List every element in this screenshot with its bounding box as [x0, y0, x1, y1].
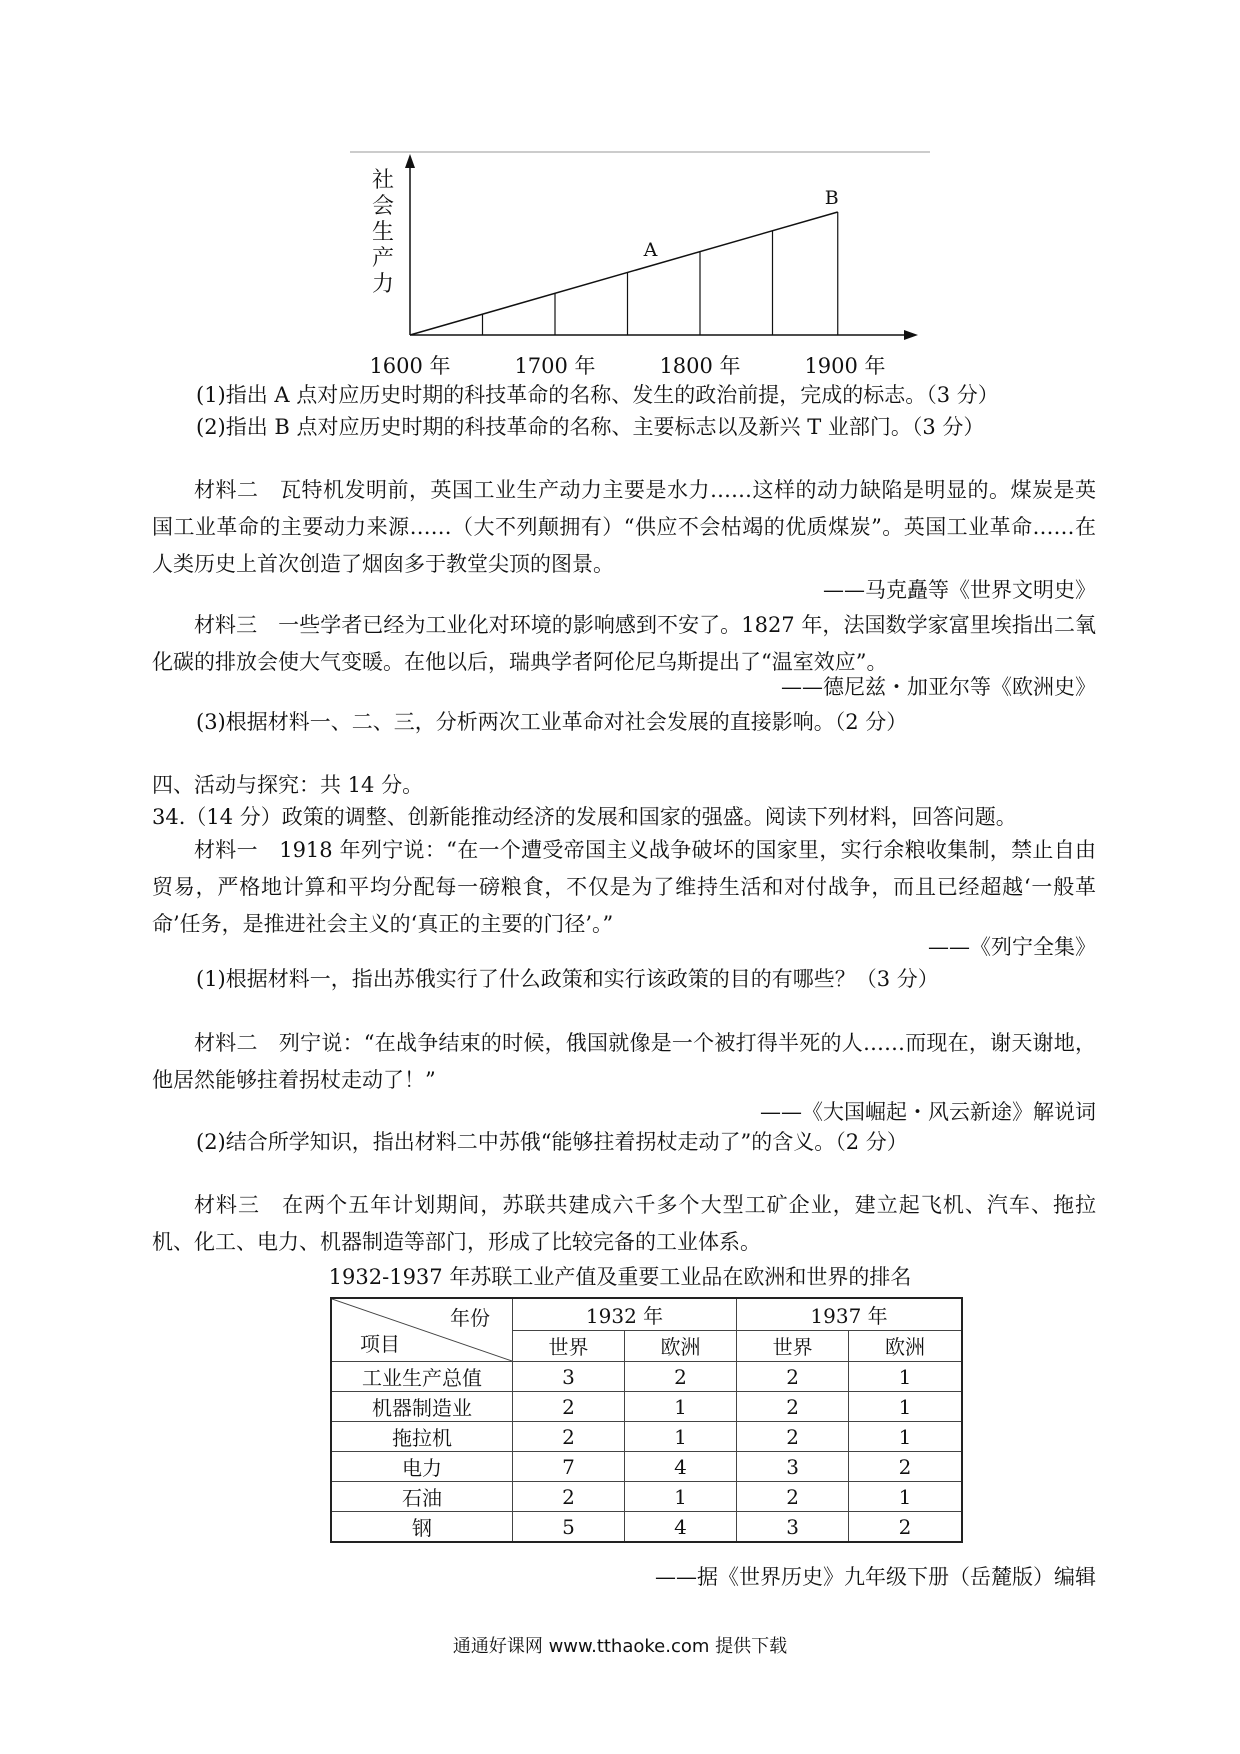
table-cell: 1: [849, 1392, 962, 1422]
table-cell: 2: [513, 1392, 625, 1422]
table-cell: 2: [737, 1362, 849, 1392]
p-material-1-source: ——《列宁全集》: [928, 935, 1096, 959]
table-cell: 2: [737, 1392, 849, 1422]
question-34: 34.（14 分）政策的调整、创新能推动经济的发展和国家的强盛。阅读下列材料，回答问题。: [152, 805, 1017, 829]
table-source: ——据《世界历史》九年级下册（岳麓版）编辑: [655, 1565, 1096, 1589]
ylabel-char: 力: [371, 272, 394, 297]
p-question-1: (1)根据材料一，指出苏俄实行了什么政策和实行该政策的目的有哪些？（3 分）: [196, 967, 939, 991]
ylabel-char: 会: [371, 194, 394, 219]
table-caption: 1932-1937 年苏联工业产值及重要工业品在欧洲和世界的排名: [328, 1265, 912, 1289]
material-2-source: ——马克矗等《世界文明史》: [823, 578, 1096, 602]
table-row: [331, 1452, 962, 1482]
table-cell: 1: [849, 1362, 962, 1392]
table-corner-cell: [331, 1298, 513, 1362]
table-cell: 1: [625, 1422, 737, 1452]
subheader-cell: 世界: [513, 1330, 625, 1362]
table-cell: 2: [737, 1482, 849, 1512]
table-cell: 5: [513, 1512, 625, 1543]
table-cell: 2: [625, 1362, 737, 1392]
p-material-3: 材料三 在两个五年计划期间，苏联共建成六千多个大型工矿企业，建立起飞机、汽车、拖拉机、化工、电力、机器制造等部门，形成了比较完备的工业体系。: [152, 1193, 1096, 1254]
point-label: B: [824, 187, 839, 209]
x-tick-label: 1600 年: [369, 354, 451, 378]
table-cell: 3: [737, 1452, 849, 1482]
trend-line: [410, 212, 838, 335]
x-tick-label: 1900 年: [804, 354, 886, 378]
p-material-2: 材料二 列宁说：“在战争结束的时候，俄国就像是一个被打得半死的人……而现在，谢天谢地，他居然能够拄着拐杖走动了！”: [152, 1031, 1096, 1092]
subheader-cell: 世界: [737, 1330, 849, 1362]
question-1: (1)指出 A 点对应历史时期的科技革命的名称、发生的政治前提，完成的标志。（3 分）: [196, 383, 999, 407]
table-cell: 2: [737, 1422, 849, 1452]
ranking-table: [330, 1297, 963, 1543]
table-cell: 4: [625, 1452, 737, 1482]
row-item: 拖拉机: [331, 1422, 513, 1452]
x-axis-arrow: [904, 330, 918, 340]
table-cell: 2: [513, 1422, 625, 1452]
material-2: 材料二 瓦特机发明前，英国工业生产动力主要是水力……这样的动力缺陷是明显的。煤炭是英国工业革命的主要动力来源……（大不列颠拥有）“供应不会枯竭的优质煤炭”。英国工业革命……在人类历史上首次创造了烟囱多于教堂尖顶的图景。: [152, 478, 1096, 576]
row-item: 机器制造业: [331, 1392, 513, 1422]
ylabel-char: 产: [371, 246, 394, 271]
productivity-chart: [350, 150, 950, 380]
y-axis-arrow: [405, 154, 415, 168]
year-header: 1937 年: [737, 1298, 962, 1330]
material-3: 材料三 一些学者已经为工业化对环境的影响感到不安了。1827 年，法国数学家富里埃指出二氧化碳的排放会使大气变暖。在他以后，瑞典学者阿伦尼乌斯提出了“温室效应”。: [152, 613, 1096, 674]
table-row: [331, 1422, 962, 1452]
table-cell: 1: [849, 1422, 962, 1452]
table-cell: 2: [849, 1452, 962, 1482]
table-cell: 2: [513, 1482, 625, 1512]
material-3-source: ——德尼兹・加亚尔等《欧洲史》: [781, 675, 1096, 699]
table-row: [331, 1392, 962, 1422]
row-item: 工业生产总值: [331, 1362, 513, 1392]
corner-year: 年份: [450, 1306, 490, 1330]
table-cell: 3: [513, 1362, 625, 1392]
table-cell: 2: [849, 1512, 962, 1543]
ylabel-char: 社: [371, 168, 394, 193]
x-tick-label: 1800 年: [659, 354, 741, 378]
table-cell: 7: [513, 1452, 625, 1482]
section-heading: 四、活动与探究：共 14 分。: [152, 773, 424, 797]
table-row: [331, 1482, 962, 1512]
corner-item: 项目: [360, 1332, 400, 1356]
x-tick-label: 1700 年: [514, 354, 596, 378]
p-question-2: (2)结合所学知识，指出材料二中苏俄“能够拄着拐杖走动了”的含义。（2 分）: [196, 1130, 908, 1154]
table-cell: 4: [625, 1512, 737, 1543]
page-footer: 通通好课网 www.tthaoke.com 提供下载: [452, 1636, 788, 1657]
row-item: 钢: [331, 1512, 513, 1543]
subheader-cell: 欧洲: [625, 1330, 737, 1362]
table-row: [331, 1512, 962, 1543]
p-material-2-source: ——《大国崛起・风云新途》解说词: [760, 1100, 1096, 1124]
ylabel-char: 生: [371, 220, 394, 245]
question-2: (2)指出 B 点对应历史时期的科技革命的名称、主要标志以及新兴 T 业部门。（3 分）: [196, 415, 985, 439]
table-cell: 1: [625, 1392, 737, 1422]
year-header: 1932 年: [513, 1298, 737, 1330]
table-header-row: [331, 1298, 962, 1330]
subheader-cell: 欧洲: [849, 1330, 962, 1362]
question-3: (3)根据材料一、二、三，分析两次工业革命对社会发展的直接影响。（2 分）: [196, 710, 908, 734]
table-cell: 1: [849, 1482, 962, 1512]
row-item: 石油: [331, 1482, 513, 1512]
table-cell: 1: [625, 1482, 737, 1512]
row-item: 电力: [331, 1452, 513, 1482]
table-cell: 3: [737, 1512, 849, 1543]
point-label: A: [643, 239, 658, 262]
p-material-1: 材料一 1918 年列宁说：“在一个遭受帝国主义战争破坏的国家里，实行余粮收集制，禁止自由贸易，严格地计算和平均分配每一磅粮食，不仅是为了维持生活和对付战争，而且已经超越‘一般革命’任务，是推进社会主义的‘真正的主要的门径’。”: [152, 838, 1096, 936]
table-row: [331, 1362, 962, 1392]
